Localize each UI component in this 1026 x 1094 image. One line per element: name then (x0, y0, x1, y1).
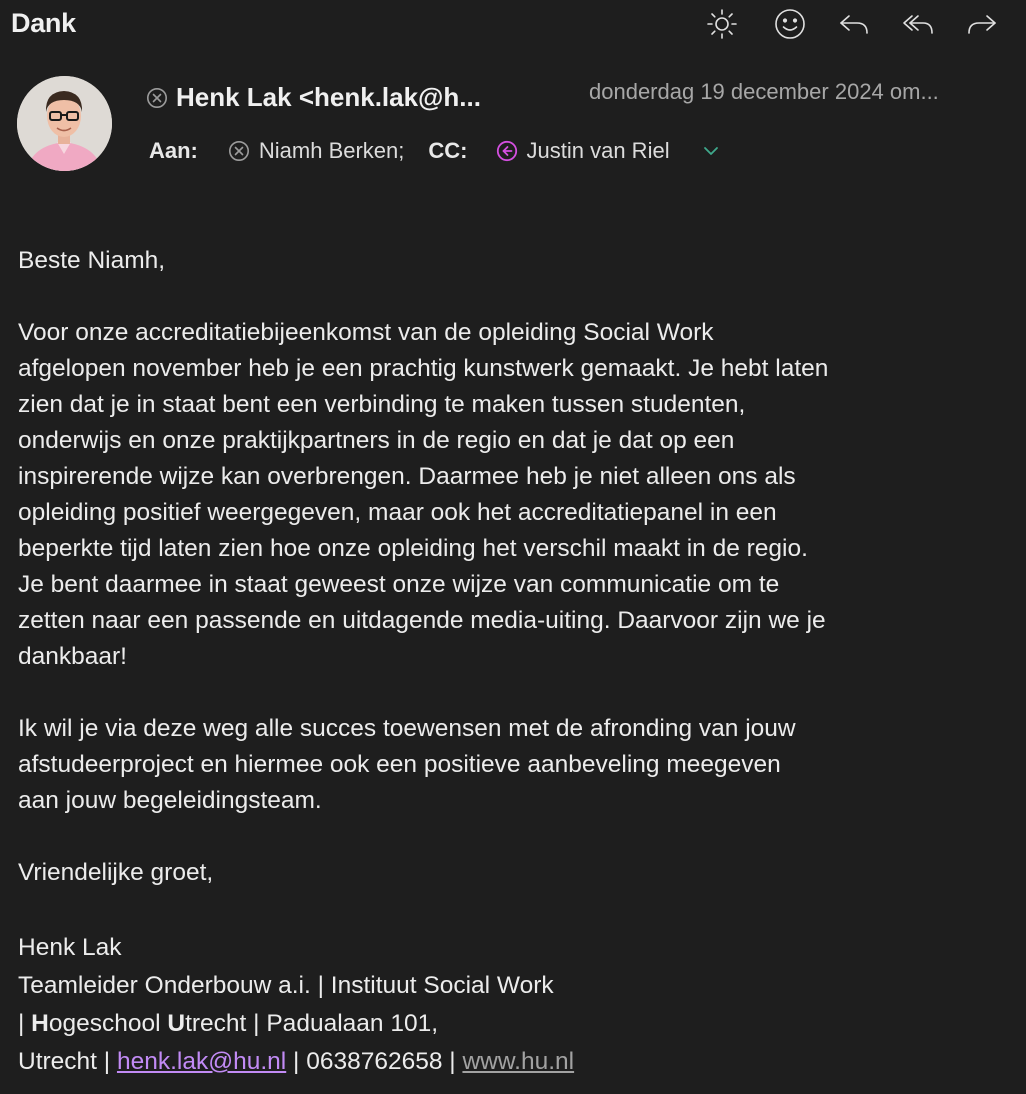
signature-address: | Hogeschool Utrecht | Padualaan 101, (18, 1010, 439, 1037)
sender-row (146, 82, 531, 113)
to-label: Aan: (149, 138, 198, 163)
recipient-cc[interactable] (496, 138, 670, 164)
status-out-of-office-icon (496, 140, 518, 162)
closing: Vriendelijke groet, (18, 859, 214, 886)
recipient-to[interactable] (228, 138, 405, 164)
body-line: aan jouw begeleidingsteam. (18, 787, 322, 814)
forward-icon[interactable] (964, 6, 1000, 42)
emoji-reaction-icon[interactable] (772, 6, 808, 42)
body-line: dankbaar! (18, 643, 127, 670)
message-body (18, 243, 1018, 1081)
reply-icon[interactable] (836, 6, 872, 42)
email-link[interactable]: henk.lak@hu.nl (116, 1048, 287, 1075)
body-line: afgelopen november heb je een prachtig kunstwerk gemaakt. Je hebt laten (18, 355, 829, 382)
status-offline-icon (228, 140, 250, 162)
signature-contact: Utrecht | henk.lak@hu.nl | 0638762658 | www.hu.nl (18, 1048, 575, 1075)
website-link[interactable]: www.hu.nl (462, 1048, 575, 1075)
body-line: zetten naar een passende en uitdagende media-uiting. Daarvoor zijn we je (18, 607, 826, 634)
message-date: donderdag 19 december 2024 om... (589, 79, 939, 104)
body-line: opleiding positief weergegeven, maar ook het accreditatiepanel in een (18, 499, 777, 526)
signature-role: Teamleider Onderbouw a.i. | Instituut Social Work (18, 972, 554, 999)
body-line: inspirerende wijze kan overbrengen. Daarmee heb je niet alleen ons als (18, 463, 796, 490)
chevron-down-icon[interactable] (702, 142, 720, 160)
reply-all-icon[interactable] (900, 6, 936, 42)
body-line: afstudeerproject en hiermee ook een positieve aanbeveling meegeven (18, 751, 781, 778)
message-toolbar (0, 0, 1026, 50)
body-line: Je bent daarmee in staat geweest onze wijze van communicatie om te (18, 571, 780, 598)
recipient-cc-name: Justin van Riel (526, 138, 670, 163)
recipient-to-name: Niamh Berken; (258, 138, 405, 163)
body-line: zien dat je in staat bent een verbinding te maken tussen studenten, (18, 391, 746, 418)
brightness-icon[interactable] (704, 6, 740, 42)
body-line: beperkte tijd laten zien hoe onze opleiding het verschil maakt in de regio. (18, 535, 808, 562)
signature (18, 929, 1018, 1081)
cc-label: CC: (428, 138, 468, 163)
signature-name: Henk Lak (18, 934, 122, 961)
message-subject: Dank (11, 8, 76, 38)
recipients-row (149, 138, 720, 164)
sender-avatar[interactable] (17, 76, 112, 171)
body-line: Ik wil je via deze weg alle succes toewensen met de afronding van jouw (18, 715, 796, 742)
status-offline-icon (146, 87, 168, 109)
paragraph-1 (18, 315, 1018, 675)
sender-name[interactable]: Henk Lak <henk.lak@h... (176, 82, 481, 112)
body-line: Voor onze accreditatiebijeenkomst van de opleiding Social Work (18, 319, 714, 346)
paragraph-2 (18, 711, 1018, 819)
body-line: onderwijs en onze praktijkpartners in de regio en dat je dat op een (18, 427, 735, 454)
greeting: Beste Niamh, (18, 247, 166, 274)
